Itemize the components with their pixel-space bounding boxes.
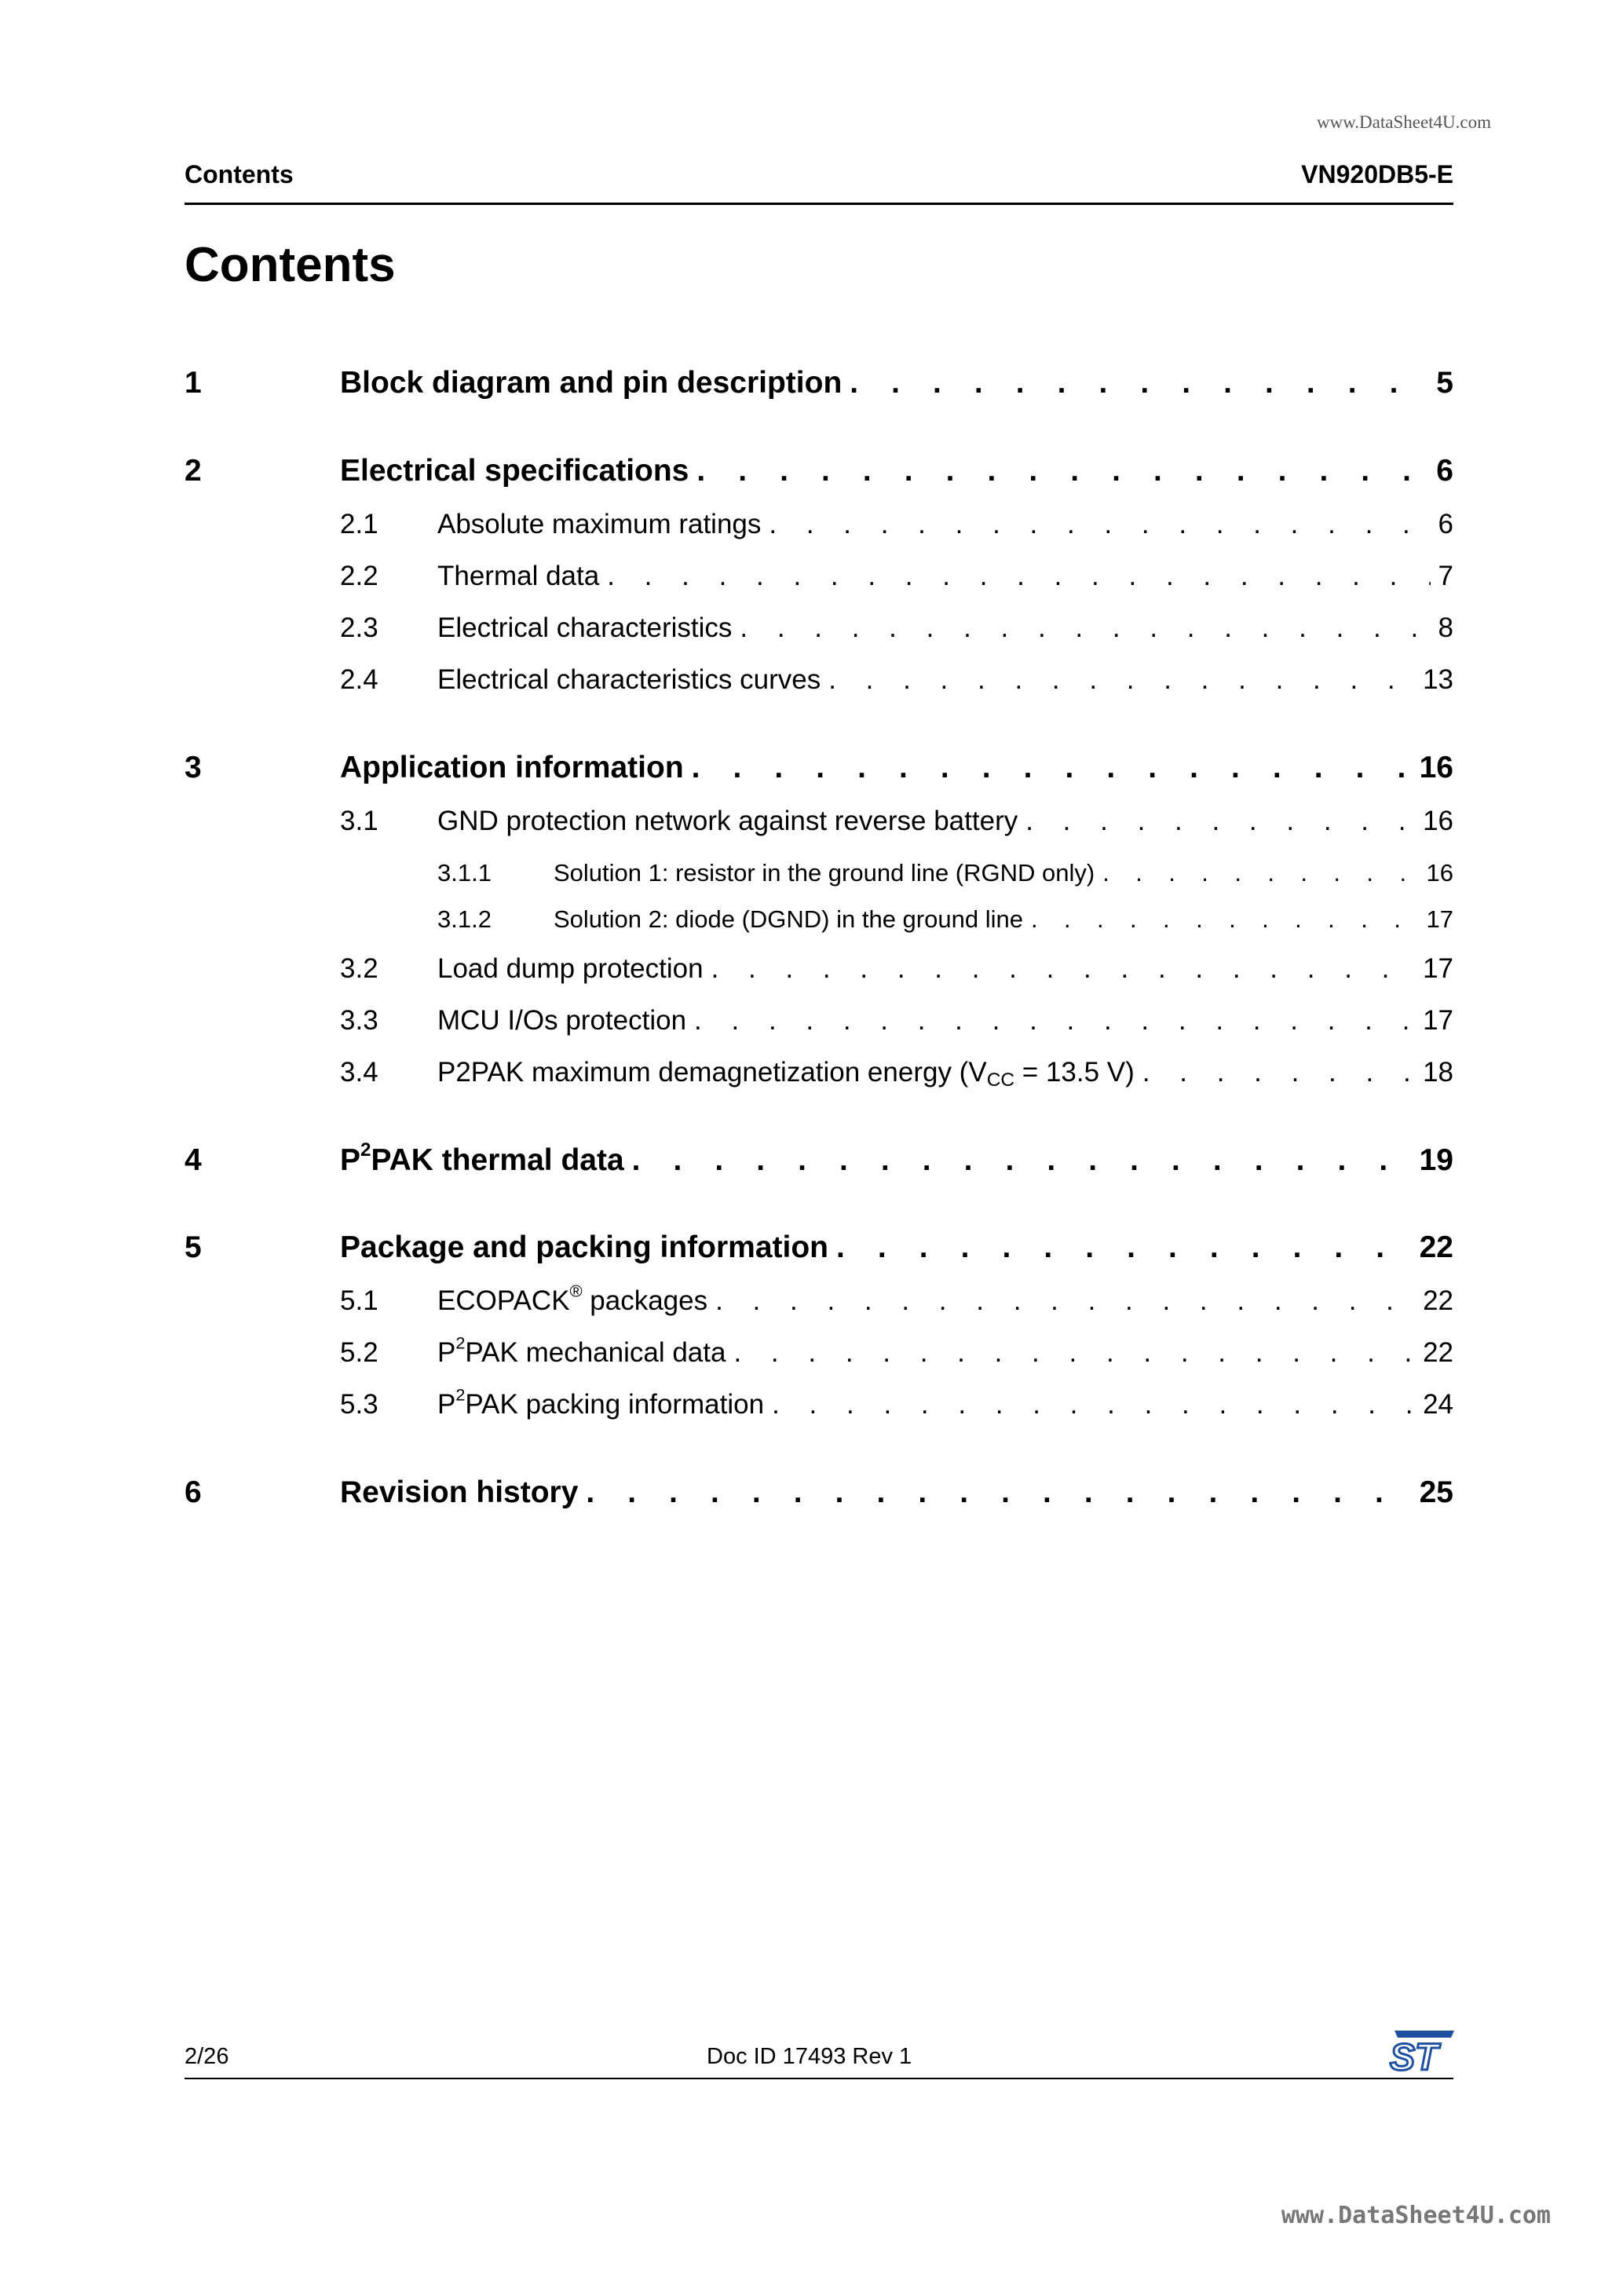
toc-title: $P^2PAK$ packing information [437,1384,765,1420]
toc-page: 17 [1423,1005,1453,1036]
toc-number: 5.1 [340,1285,378,1316]
toc-leader [733,1337,1415,1369]
toc-entry-5[interactable] [185,1230,1453,1265]
toc-title: Thermal data [437,561,600,591]
toc-page: 16 [1426,859,1453,887]
toc-page: 7 [1438,561,1453,591]
toc-leader [692,751,1412,785]
toc-leader [1031,905,1419,934]
toc-entry-5-2[interactable] [185,1333,1453,1369]
toc-page: 22 [1419,1230,1453,1264]
toc-page: 6 [1438,509,1453,539]
toc-leader [828,664,1415,696]
st-logo [1385,2031,1454,2071]
toc-leader [740,612,1430,644]
toc-leader [1142,1057,1415,1088]
toc-entry-3[interactable] [185,751,1453,785]
watermark-bottom: www.DataSheet4U.com [1281,2202,1551,2229]
toc-leader [694,1005,1415,1036]
toc-title: P2PAK maximum demagnetization energy ($V_{CC} = 13.5$ V) [437,1057,1135,1091]
toc-leader [772,1389,1415,1420]
toc-entry-6[interactable] [185,1475,1453,1510]
toc-entry-2-1[interactable] [185,509,1453,540]
toc-number: 4 [185,1143,202,1177]
toc-entry-2-4[interactable] [185,664,1453,696]
toc-title: MCU I/Os protection [437,1005,687,1036]
toc-page: 13 [1423,664,1453,695]
toc-leader [715,1285,1415,1317]
toc-leader [1025,806,1415,837]
toc-title: Application information [340,751,684,784]
toc-entry-5-3[interactable] [185,1384,1453,1420]
toc-number: 2.1 [340,509,378,539]
toc-entry-2[interactable] [185,454,1453,488]
toc-entry-3-4[interactable] [185,1057,1453,1091]
watermark-top: www.DataSheet4U.com [1316,112,1491,132]
toc-title: Solution 2: diode (DGND) in the ground line [554,905,1023,933]
header-rule [185,203,1453,205]
toc-entry-2-2[interactable] [185,561,1453,592]
toc-number: 1 [185,366,202,400]
toc-number: 2 [185,454,202,488]
toc-title: GND protection network against reverse battery [437,806,1018,836]
toc-number: 2.3 [340,612,378,643]
toc-leader [711,953,1415,985]
toc-leader [696,454,1428,488]
toc-number: 3.1 [340,806,378,836]
toc-leader [836,1230,1412,1265]
page-title: Contents [185,238,396,292]
toc-leader [1102,859,1418,887]
toc-title: Electrical characteristics [437,612,733,643]
toc-number: 2.4 [340,664,378,695]
toc-title: Load dump protection [437,953,704,984]
toc-entry-3-1-2[interactable] [185,905,1453,934]
toc-title: Revision history [340,1475,579,1509]
toc-title: Package and packing information [340,1230,828,1264]
toc-number: 2.2 [340,561,378,591]
toc-number: 3.2 [340,953,378,984]
toc-number: 5.3 [340,1389,378,1420]
toc-page: 16 [1419,751,1453,784]
toc-title: ECOPACK® packages [437,1281,708,1316]
toc-page: 19 [1419,1143,1453,1177]
toc-title: Solution 1: resistor in the ground line (RGND only) [554,859,1095,887]
toc-title: Electrical specifications [340,454,689,488]
toc-page: 6 [1436,454,1453,488]
toc-number: 3.3 [340,1005,378,1036]
toc-page: 25 [1419,1475,1453,1509]
toc-page: 24 [1423,1389,1453,1420]
toc-number: 3.4 [340,1057,378,1088]
toc-entry-3-1[interactable] [185,806,1453,837]
st-logo-text: ST [1390,2037,1438,2071]
toc-leader [607,561,1430,592]
toc-leader [632,1143,1412,1178]
toc-page: 18 [1423,1057,1453,1088]
toc-number: 3 [185,751,202,784]
toc-number: 5 [185,1230,202,1264]
toc-page: 5 [1436,366,1453,400]
footer-page-number: 2/26 [185,2044,229,2069]
toc-entry-1[interactable] [185,366,1453,400]
header-part-number: VN920DB5-E [1301,160,1453,188]
toc-entry-3-1-1[interactable] [185,859,1453,887]
toc-page: 17 [1423,953,1453,984]
toc-entry-5-1[interactable] [185,1281,1453,1317]
toc-entry-3-2[interactable] [185,953,1453,985]
toc-page: 16 [1423,806,1453,836]
toc-number: 6 [185,1475,202,1509]
header-section-label: Contents [185,160,294,188]
toc-page: 22 [1423,1337,1453,1368]
toc-entry-3-3[interactable] [185,1005,1453,1036]
toc-title: $P^2PAK$ thermal data [340,1139,624,1177]
toc-number: 3.1.2 [437,905,492,933]
toc-title: Electrical characteristics curves [437,664,821,695]
toc-title: Absolute maximum ratings [437,509,762,539]
toc-page: 8 [1438,612,1453,643]
toc-title: $P^2PAK$ mechanical data [437,1333,726,1368]
footer-rule [185,2078,1453,2079]
toc-title: Block diagram and pin description [340,366,843,400]
toc-entry-4[interactable] [185,1139,1453,1178]
toc-number: 3.1.1 [437,859,492,887]
toc-leader [586,1475,1411,1510]
toc-page: 22 [1423,1285,1453,1316]
toc-page: 17 [1426,905,1453,933]
footer-doc-id: Doc ID 17493 Rev 1 [707,2044,912,2069]
toc-number: 5.2 [340,1337,378,1368]
toc-entry-2-3[interactable] [185,612,1453,644]
toc-leader [850,366,1428,400]
toc-leader [769,509,1430,540]
